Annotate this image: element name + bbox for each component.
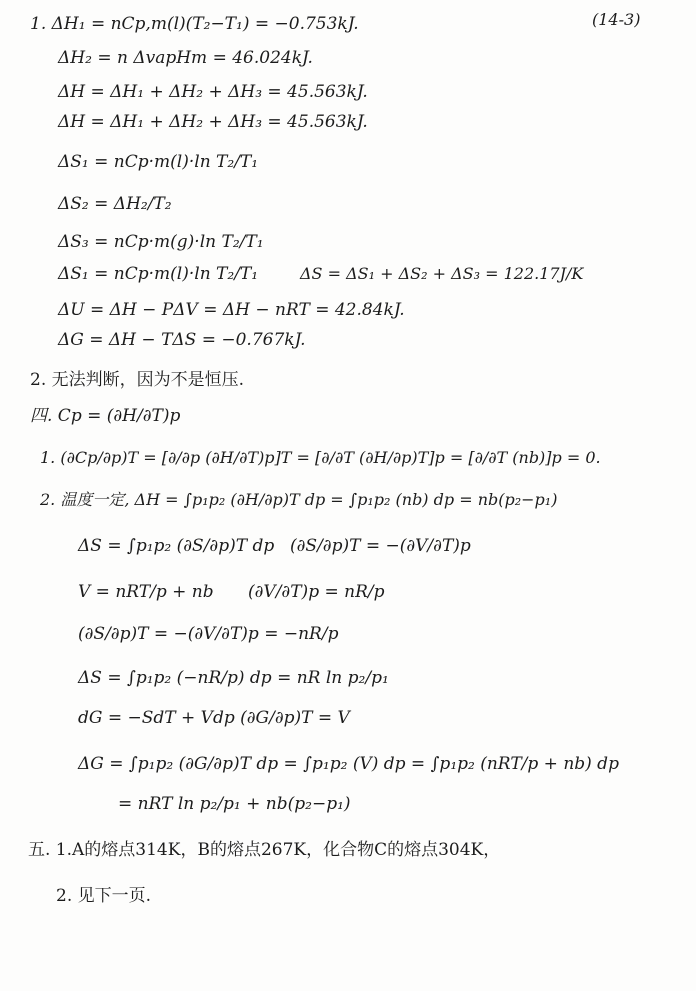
line-s4-q1: 1. (∂Cp/∂p)T = [∂/∂p (∂H/∂T)p]T = [∂/∂T (∂H/∂p)T]p = [∂/∂T (nb)]p = 0. [40, 448, 601, 467]
line-s4-dg-integral: ΔG = ∫p₁p₂ (∂G/∂p)T dp = ∫p₁p₂ (V) dp = ∫p₁p₂ (nRT/p + nb) dp [78, 754, 619, 774]
line-dh-total: ΔH = ΔH₁ + ΔH₂ + ΔH₃ = 45.563kJ. [58, 82, 368, 102]
line-s4-q2-dh: 2. 温度一定, ΔH = ∫p₁p₂ (∂H/∂p)T dp = ∫p₁p₂ (nb) dp = nb(p₂−p₁) [40, 490, 558, 509]
line-s4-dg-differential: dG = −SdT + Vdp (∂G/∂p)T = V [78, 708, 350, 728]
line-s4-ds-result: ΔS = ∫p₁p₂ (−nR/p) dp = nR ln p₂/p₁ [78, 668, 389, 688]
line-section5-melting-points: 五. 1.A的熔点314K，B的熔点267K，化合物C的熔点304K， [28, 840, 501, 860]
line-ds1: ΔS₁ = nCp·m(l)·ln T₂/T₁ [58, 152, 259, 172]
page-number: (14-3) [592, 10, 641, 29]
line-s4-dg-result: = nRT ln p₂/p₁ + nb(p₂−p₁) [118, 794, 351, 814]
line-section4-heading: 四. Cp = (∂H/∂T)p [30, 406, 181, 426]
line-dh2: ΔH₂ = n ΔvapHm = 46.024kJ. [58, 48, 313, 68]
line-dh1: 1. ΔH₁ = nCp,m(l)(T₂−T₁) = −0.753kJ. [30, 14, 359, 34]
line-ds-total: ΔS = ΔS₁ + ΔS₂ + ΔS₃ = 122.17J/K [300, 264, 584, 283]
line-dh-total-repeat: ΔH = ΔH₁ + ΔH₂ + ΔH₃ = 45.563kJ. [58, 112, 368, 132]
line-section5-see-next-page: 2. 见下一页. [56, 886, 152, 906]
line-ds2: ΔS₂ = ΔH₂/T₂ [58, 194, 172, 214]
line-part2-answer: 2. 无法判断，因为不是恒压. [30, 370, 245, 390]
line-ds1-repeat: ΔS₁ = nCp·m(l)·ln T₂/T₁ [58, 264, 259, 284]
line-ds3: ΔS₃ = nCp·m(g)·ln T₂/T₁ [58, 232, 264, 252]
line-s4-volume: V = nRT/p + nb [78, 582, 214, 602]
line-s4-dsdp: (∂S/∂p)T = −(∂V/∂T)p = −nR/p [78, 624, 339, 644]
line-s4-ds-integral: ΔS = ∫p₁p₂ (∂S/∂p)T dp [78, 536, 275, 556]
line-s4-maxwell: (∂S/∂p)T = −(∂V/∂T)p [290, 536, 471, 556]
line-s4-dvdt: (∂V/∂T)p = nR/p [248, 582, 385, 602]
line-du: ΔU = ΔH − PΔV = ΔH − nRT = 42.84kJ. [58, 300, 405, 320]
line-dg: ΔG = ΔH − TΔS = −0.767kJ. [58, 330, 306, 350]
